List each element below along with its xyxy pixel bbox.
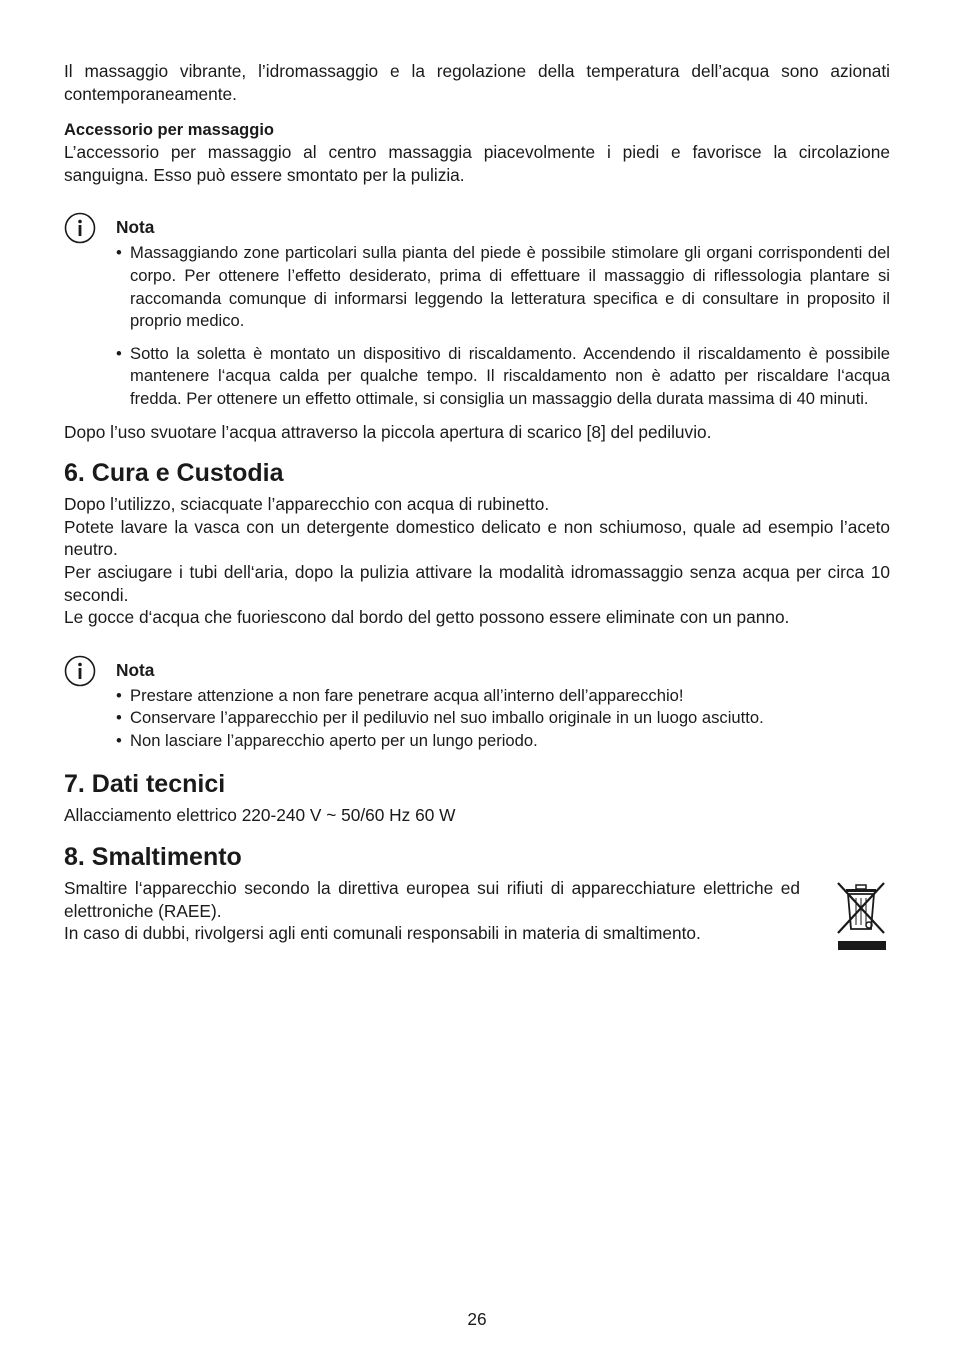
section-6-paragraph: Potete lavare la vasca con un detergente domestico delicato e non schiumoso, quale ad esempio l’aceto neutro. [64,516,890,560]
document-page [64,60,890,945]
section-6-paragraph: Dopo l’utilizzo, sciacquate l’apparecchio con acqua di rubinetto. [64,494,550,515]
disposal-block [64,877,890,945]
section-6-heading: 6. Cura e Custodia [64,459,284,488]
accessory-heading: Accessorio per massaggio [64,121,275,140]
note-item: • Massaggiando zone particolari sulla pianta del piede è possibile stimolare gli organi corrispondenti del corpo. Per ottenere l’effetto desiderato, prima di effettuare il massaggio di riflessologia plantare si raccomanda comunque di informarsi leggendo la letteratura specifica e di consultare in proposito il proprio medico. [116,242,890,332]
section-6-paragraph: Le gocce d‘acqua che fuoriescono dal bordo del getto possono essere eliminate con un panno. [64,607,790,628]
note-list [116,242,890,410]
after-use-paragraph: Dopo l’uso svuotare l’acqua attraverso la piccola apertura di scarico [8] del pediluvio. [64,421,712,442]
intro-paragraph: Il massaggio vibrante, l’idromassaggio e la regolazione della temperatura dell’acqua sono azionati contemporaneamente. [64,61,890,104]
note-box-2 [64,659,890,753]
info-icon [64,655,96,687]
section-6-paragraph: Per asciugare i tubi dell‘aria, dopo la pulizia attivare la modalità idromassaggio senza acqua per circa 10 secondi. [64,561,890,605]
info-icon [64,212,96,244]
note-list [116,685,890,753]
note-box-1 [64,216,890,410]
section-8-paragraph: Smaltire l‘apparecchio secondo la direttiva europea sui rifiuti di apparecchiature elettriche ed elettroniche (RAEE). [64,878,800,921]
note-item: • Sotto la soletta è montato un dispositivo di riscaldamento. Accendendo il riscaldamento è possibile mantenere l‘acqua calda per qualche tempo. Il riscaldamento non è adatto per riscaldare l‘acqua fredda. Per ottenere un effetto ottimale, si consiglia un massaggio della durata massima di 40 minuti. [116,343,890,411]
page-number: 26 [467,1309,487,1329]
section-7-paragraph: Allacciamento elettrico 220-240 V ~ 50/60 Hz 60 W [64,805,456,826]
weee-crossed-bin-icon [834,879,890,953]
accessory-paragraph: L’accessorio per massaggio al centro massaggia piacevolmente i piedi e favorisce la circolazione sanguigna. Esso può essere smontato per la pulizia. [64,142,890,185]
note-item: • Prestare attenzione a non fare penetrare acqua all’interno dell’apparecchio! [116,685,890,708]
note-item: • Non lasciare l’apparecchio aperto per un lungo periodo. [116,730,890,753]
section-7-heading: 7. Dati tecnici [64,770,226,799]
section-8-paragraph: In caso di dubbi, rivolgersi agli enti comunali responsabili in materia di smaltimento. [64,923,701,944]
section-8-heading: 8. Smaltimento [64,843,242,872]
note-title: Nota [116,659,155,680]
note-title: Nota [116,217,155,238]
note-item: • Conservare l’apparecchio per il pediluvio nel suo imballo originale in un luogo asciutto. [116,707,890,730]
